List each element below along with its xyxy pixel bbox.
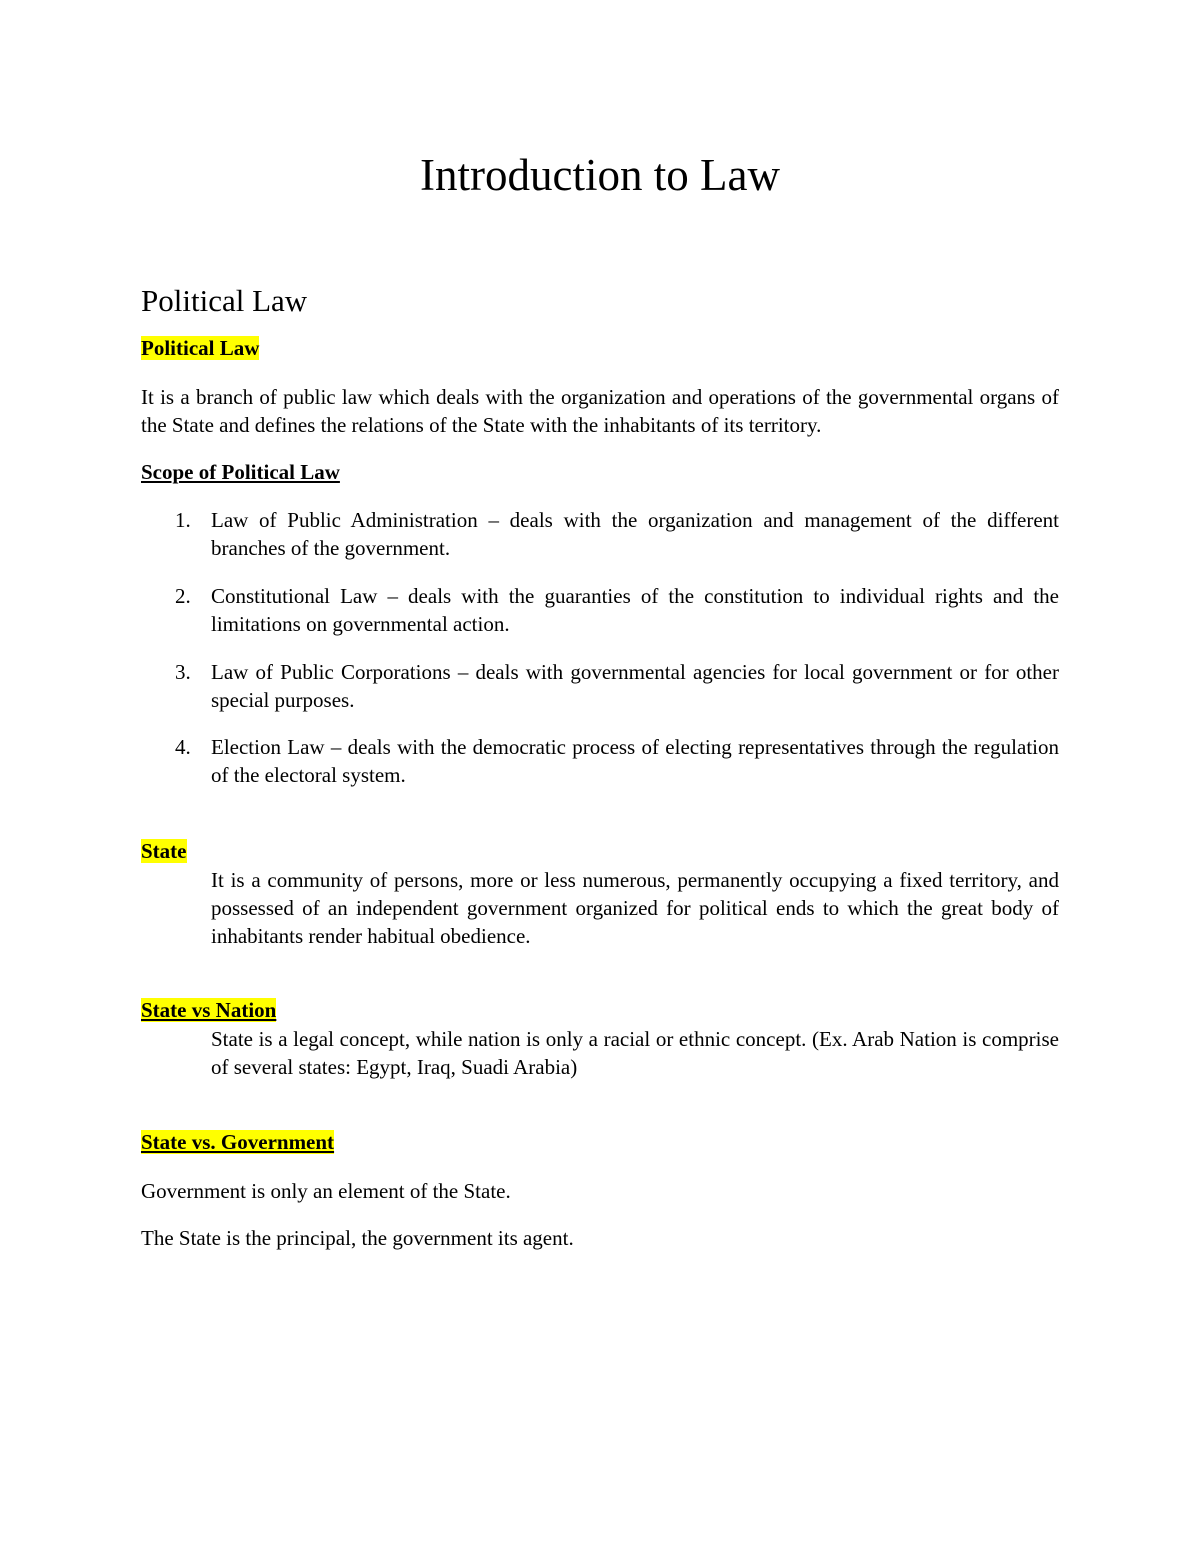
list-number: 1. <box>175 508 191 532</box>
document-title: Introduction to Law <box>420 150 780 200</box>
state-definition: It is a community of persons, more or less numerous, permanently occupying a fixed territory, and possessed of an independent government organized for political ends to which the great body of inhabitants render habitual obedience. <box>211 868 1059 948</box>
label-political-law <box>141 336 259 360</box>
list-number: 4. <box>175 735 191 759</box>
list-number: 3. <box>175 660 191 684</box>
political-law-definition: It is a branch of public law which deals with the organization and operations of the governmental organs of the State and defines the relations of the State with the inhabitants of its territory. <box>141 385 1059 437</box>
state-vs-government-line-1: Government is only an element of the State. <box>141 1179 511 1203</box>
scope-list-item-4 <box>141 733 1059 789</box>
list-item-text: Constitutional Law – deals with the guaranties of the constitution to individual rights and the limitations on governmental action. <box>211 584 1059 636</box>
list-item-text: Election Law – deals with the democratic process of electing representatives through the regulation of the electoral system. <box>211 735 1059 787</box>
section-heading-political-law: Political Law <box>141 283 308 318</box>
scope-list-item-3 <box>141 658 1059 714</box>
highlighted-label-state: State <box>141 839 187 863</box>
state-vs-nation-text: State is a legal concept, while nation is only a racial or ethnic concept. (Ex. Arab Nation is comprise of several states: Egypt, Iraq, Suadi Arabia) <box>211 1027 1059 1079</box>
state-vs-government-line-2: The State is the principal, the government its agent. <box>141 1226 574 1250</box>
highlighted-label-state-vs-government: State vs. Government <box>141 1130 335 1154</box>
list-number: 2. <box>175 584 191 608</box>
underlined-label-scope: Scope of Political Law <box>141 460 340 484</box>
label-state <box>141 839 187 863</box>
label-state-vs-government <box>141 1130 334 1154</box>
highlighted-label-political-law: Political Law <box>141 336 260 360</box>
label-scope-political-law <box>141 460 340 484</box>
scope-list-item-1 <box>141 506 1059 562</box>
scope-list-item-2 <box>141 582 1059 638</box>
label-state-vs-nation <box>141 998 276 1022</box>
list-item-text: Law of Public Corporations – deals with governmental agencies for local government or for other special purposes. <box>211 660 1059 712</box>
highlighted-label-state-vs-nation: State vs Nation <box>141 998 277 1022</box>
list-item-text: Law of Public Administration – deals with the organization and management of the different branches of the government. <box>211 508 1059 560</box>
